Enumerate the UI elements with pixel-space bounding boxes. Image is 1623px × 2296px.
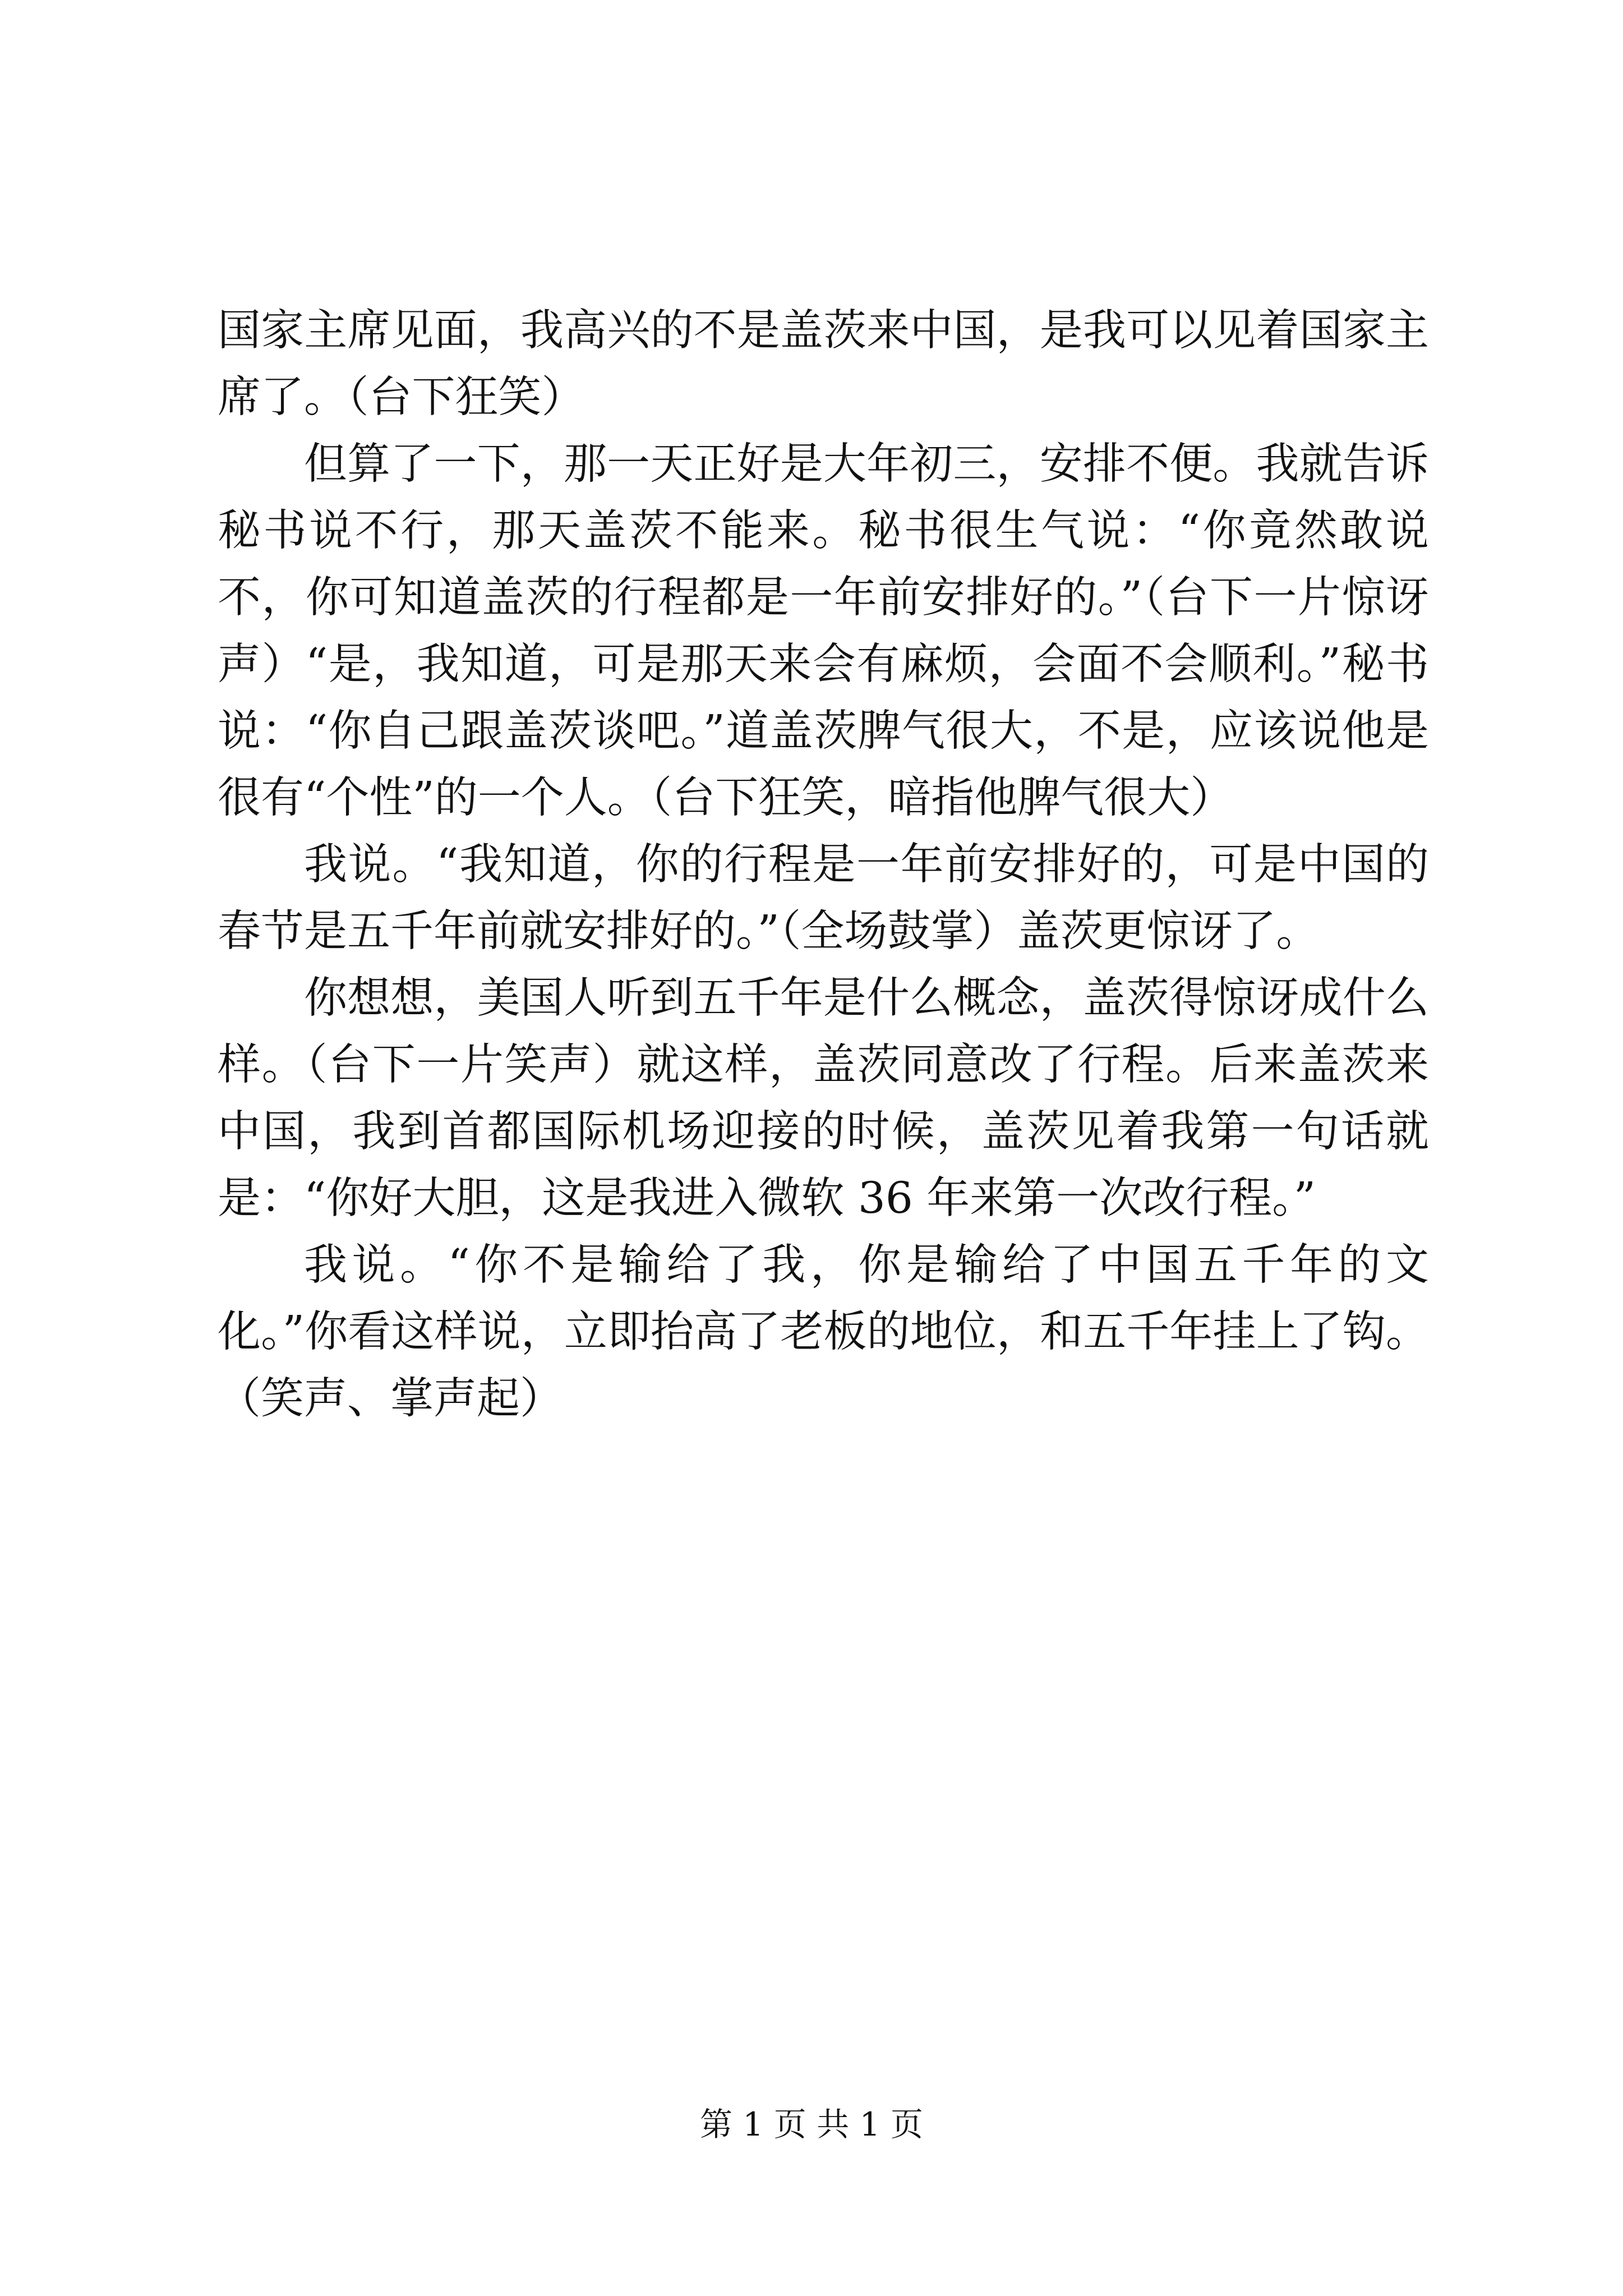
- paragraph-2: 但算了一下，那一天正好是大年初三，安排不便。我就告诉秘书说不行，那天盖茨不能来。秘书很生气说：“你竟然敢说不，你可知道盖茨的行程都是一年前安排好的。”（台下一片惊讶声）“是，我知道，可是那天来会有麻烦，会面不会顺利。”秘书说：“你自己跟盖茨谈吧。”道盖茨脾气很大，不是，应该说他是很有“个性”的一个人。（台下狂笑，暗指他脾气很大）: [218, 439, 1429, 823]
- paragraph-3: 我说。“我知道，你的行程是一年前安排好的，可是中国的春节是五千年前就安排好的。”（全场鼓掌）盖茨更惊讶了。: [218, 840, 1429, 956]
- document-body: [218, 297, 1429, 1432]
- paragraph-4: 你想想，美国人听到五千年是什么概念，盖茨得惊讶成什么样。（台下一片笑声）就这样，盖茨同意改了行程。后来盖茨来中国，我到首都国际机场迎接的时候，盖茨见着我第一句话就是：“你好大胆，这是我进入微软 36 年来第一次改行程。”: [218, 973, 1429, 1223]
- page-footer: 第 1 页 共 1 页: [700, 2105, 923, 2143]
- paragraph-1: 国家主席见面，我高兴的不是盖茨来中国，是我可以见着国家主席了。（台下狂笑）: [218, 306, 1429, 422]
- paragraph-5: 我说。“你不是输给了我，你是输给了中国五千年的文化。”你看这样说，立即抬高了老板的地位，和五千年挂上了钩。（笑声、掌声起）: [218, 1240, 1429, 1424]
